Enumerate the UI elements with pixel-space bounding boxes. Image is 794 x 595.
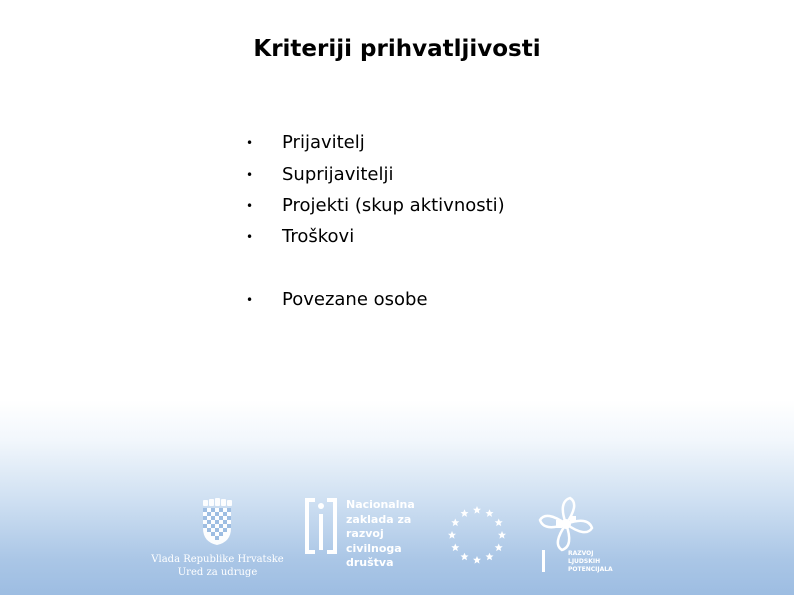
vlada-logo <box>150 498 285 580</box>
zaklada-line: razvoj <box>346 527 384 540</box>
rlp-line: RAZVOJ <box>568 550 594 557</box>
zaklada-name <box>346 498 426 571</box>
rlp-line: LJUDSKIH <box>568 558 601 565</box>
bullet-text: Suprijavitelji <box>282 164 394 185</box>
eu-stars-icon <box>444 502 510 568</box>
bullet-text: Povezane osobe <box>282 289 428 310</box>
rlp-line: POTENCIJALA <box>568 566 613 573</box>
rlp-logo <box>536 494 622 576</box>
bullet-icon: • <box>246 168 254 182</box>
rlp-stem <box>542 550 552 572</box>
vlada-name: Vlada Republike Hrvatske <box>151 554 284 565</box>
bullet-text: Prijavitelj <box>282 132 365 153</box>
zaklada-line: zaklada za <box>346 512 412 526</box>
eu-logo <box>444 502 510 568</box>
bullet-text: Projekti (skup aktivnosti) <box>282 195 505 216</box>
croatian-coat-of-arms-icon <box>200 498 234 546</box>
bullet-text: Troškovi <box>282 226 355 247</box>
bullet-icon: • <box>246 293 254 307</box>
zaklada-line: civilnoga <box>346 541 402 555</box>
zaklada-line: Nacionalna <box>346 498 415 511</box>
vlada-office: Ured za udruge <box>177 567 258 578</box>
pinwheel-icon <box>536 494 596 554</box>
rlp-name <box>568 550 628 574</box>
slide-title: Kriteriji prihvatljivosti <box>253 36 541 62</box>
bullet-icon: • <box>246 199 254 213</box>
bracket-logo-icon <box>304 496 338 556</box>
bullet-icon: • <box>246 230 254 244</box>
logo-strip <box>0 490 794 580</box>
zaklada-line: društva <box>346 556 394 569</box>
zaklada-logo <box>304 492 424 576</box>
bullet-icon: • <box>246 136 254 150</box>
